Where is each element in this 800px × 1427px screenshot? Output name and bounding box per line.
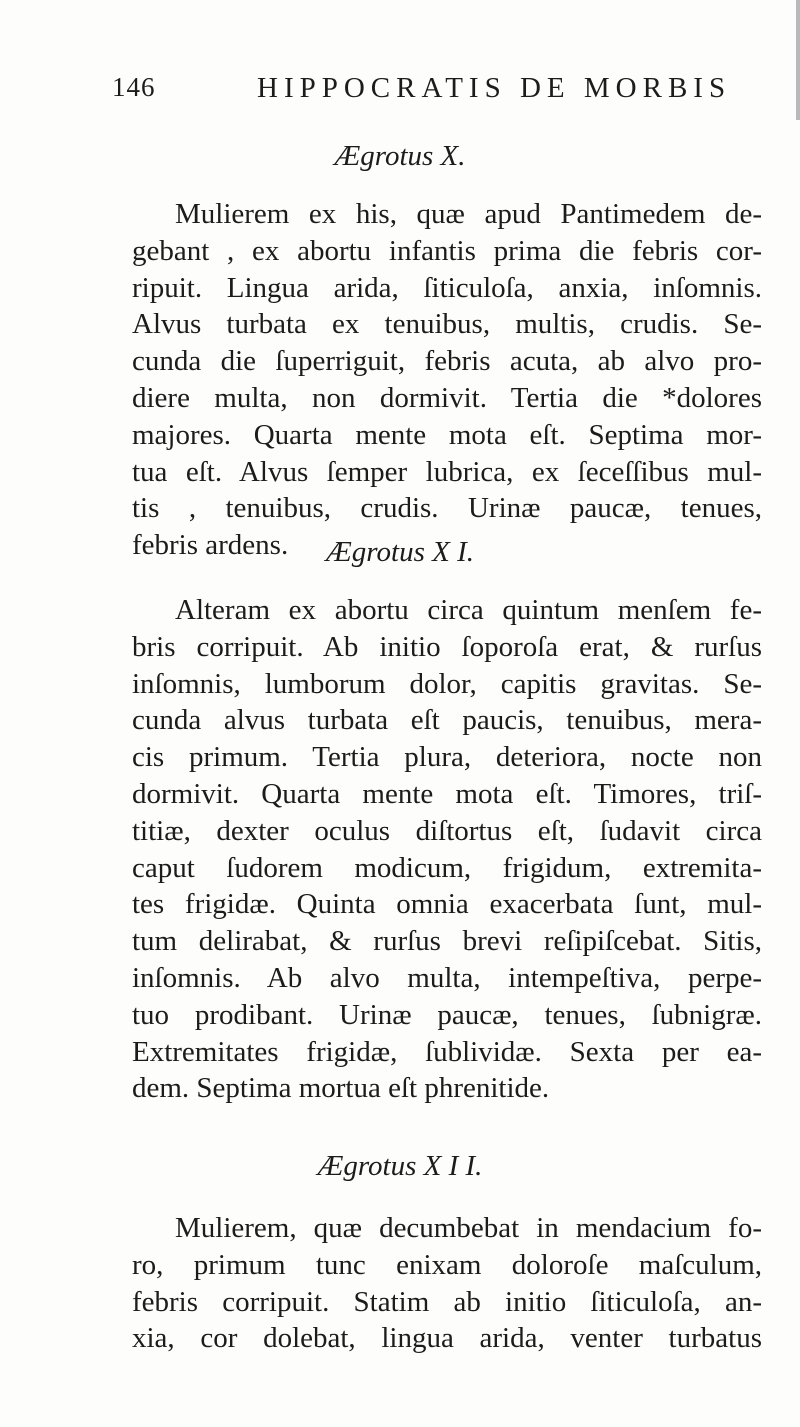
text-line: tis , tenuibus, crudis. Urinæ paucæ, tenues, <box>132 492 762 525</box>
case-text-x <box>132 196 762 564</box>
case-text-xii <box>132 1210 762 1357</box>
text-line: Mulierem, quæ decumbebat in mendacium fo- <box>175 1212 762 1244</box>
text-line: Mulierem ex his, quæ apud Pantimedem de- <box>175 198 762 230</box>
text-line: cunda die ſuperriguit, febris acuta, ab alvo pro- <box>132 345 762 378</box>
text-line: ripuit. Lingua arida, ſiticuloſa, anxia, inſomnis. <box>132 271 762 304</box>
text-line: dormivit. Quarta mente mota eſt. Timores, triſ- <box>132 777 762 810</box>
text-line: diere multa, non dormivit. Tertia die *dolores <box>132 381 762 414</box>
text-line: cis primum. Tertia plura, deteriora, nocte non <box>132 741 762 774</box>
text-line: gebant , ex abortu infantis prima die febris cor- <box>132 234 762 267</box>
text-line: titiæ, dexter oculus diſtortus eſt, ſudavit circa <box>132 814 762 847</box>
case-heading-xi: Ægrotus X I. <box>326 536 474 568</box>
text-line: caput ſudorem modicum, frigidum, extremita- <box>132 851 762 884</box>
text-line: cunda alvus turbata eſt paucis, tenuibus, mera- <box>132 704 762 737</box>
text-line: tuo prodibant. Urinæ paucæ, tenues, ſubnigræ. <box>132 998 762 1031</box>
page-edge-shadow <box>796 0 800 120</box>
text-line: Alteram ex abortu circa quintum menſem fe- <box>175 594 762 626</box>
text-line: tua eſt. Alvus ſemper lubrica, ex ſeceſſibus mul- <box>132 455 762 488</box>
text-line: Alvus turbata ex tenuibus, multis, crudis. Se- <box>132 308 762 341</box>
text-line: majores. Quarta mente mota eſt. Septima mor- <box>132 418 762 451</box>
text-line: ro, primum tunc enixam doloroſe maſculum, <box>132 1248 762 1281</box>
text-line: bris corripuit. Ab initio ſoporoſa erat, & rurſus <box>132 630 762 663</box>
case-heading-xii: Ægrotus X I I. <box>317 1150 483 1182</box>
text-line: febris ardens. <box>132 529 289 562</box>
case-text-xi <box>132 592 762 1107</box>
text-line: xia, cor dolebat, lingua arida, venter turbatus <box>132 1322 762 1355</box>
text-line: inſomnis. Ab alvo multa, intempeſtiva, perpe- <box>132 961 762 994</box>
page-number: 146 <box>112 72 156 102</box>
text-line: tum delirabat, & rurſus brevi reſipiſcebat. Sitis, <box>132 925 762 958</box>
case-heading-x: Ægrotus X. <box>334 140 466 172</box>
text-line: Extremitates frigidæ, ſublividæ. Sexta per ea- <box>132 1035 762 1068</box>
running-head: HIPPOCRATIS DE MORBIS <box>257 72 732 104</box>
text-line: inſomnis, lumborum dolor, capitis gravitas. Se- <box>132 667 762 700</box>
text-line: febris corripuit. Statim ab initio ſiticuloſa, an- <box>132 1285 762 1318</box>
text-line: tes frigidæ. Quinta omnia exacerbata ſunt, mul- <box>132 888 762 921</box>
page-header <box>112 72 762 112</box>
text-line: dem. Septima mortua eſt phrenitide. <box>132 1072 550 1105</box>
